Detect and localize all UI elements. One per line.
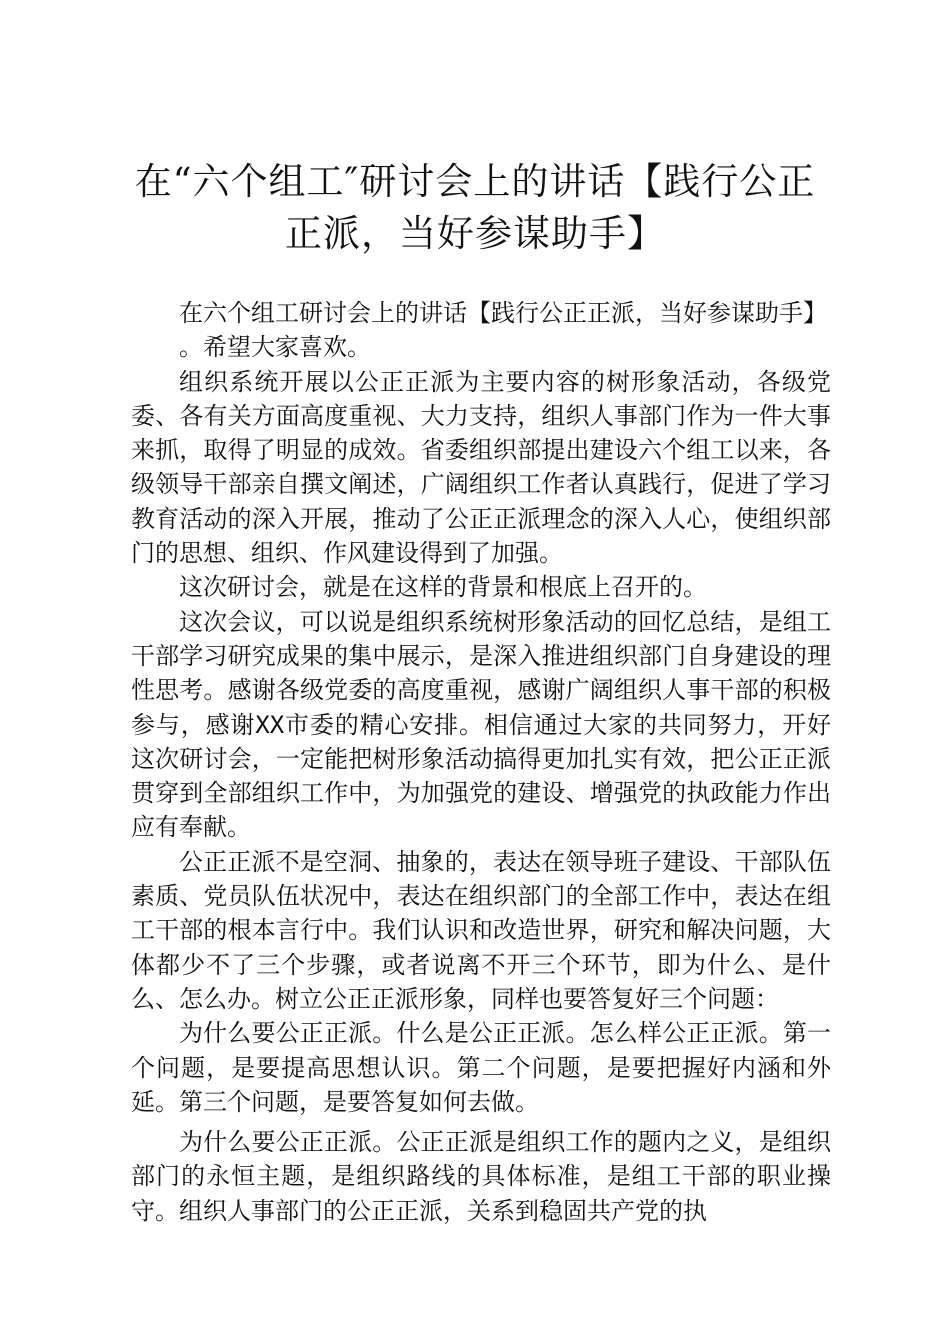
paragraph-8: 为什么要公正正派。公正正派是组织工作的题内之义，是组织部门的永恒主题，是组织路线的具体标准，是组工干部的职业操守。组织人事部门的公正正派，关系到稳固共产党的执	[131, 1128, 831, 1225]
paragraph-2: 。希望大家喜欢。	[179, 333, 371, 362]
document-body	[131, 296, 831, 1228]
paragraph-1: 在六个组工研讨会上的讲话【践行公正正派，当好参谋助手】	[179, 299, 827, 327]
paragraph-7: 为什么要公正正派。什么是公正正派。怎么样公正正派。第一个问题，是要提高思想认识。第二个问题，是要把握好内涵和外延。第三个问题，是要答复如何去做。	[131, 1019, 831, 1116]
paragraph-3: 组织系统开展以公正正派为主要内容的树形象活动，各级党委、各有关方面高度重视、大力支持，组织人事部门作为一件大事来抓，取得了明显的成效。省委组织部提出建设六个组工以来，各级领导干部亲自撰文阐述，广阔组织工作者认真践行，促进了学习教育活动的深入开展，推动了公正正派理念的深入人心，使组织部门的思想、组织、作风建设得到了加强。	[131, 367, 831, 568]
document-title: 在“六个组工″研讨会上的讲话【践行公正正派，当好参谋助手】	[134, 160, 816, 255]
paragraph-6: 公正正派不是空洞、抽象的，表达在领导班子建设、干部队伍素质、党员队伍状况中，表达在组织部门的全部工作中，表达在组工干部的根本言行中。我们认识和改造世界，研究和解决问题，大体都少不了三个步骤，或者说离不开三个环节，即为什么、是什么、怎么办。树立公正正派形象，同样也要答复好三个问题：	[131, 847, 831, 1013]
paragraph-4: 这次研讨会，就是在这样的背景和根底上召开的。	[179, 573, 707, 602]
paragraph-5: 这次会议，可以说是组织系统树形象活动的回忆总结，是组工干部学习研究成果的集中展示，是深入推进组织部门自身建设的理性思考。感谢各级党委的高度重视，感谢广阔组织人事干部的积极参与，感谢XX市委的精心安排。相信通过大家的共同努力，开好这次研讨会，一定能把树形象活动搞得更加扎实有效，把公正正派贯穿到全部组织工作中，为加强党的建设、增强党的执政能力作出应有奉献。	[131, 607, 831, 842]
